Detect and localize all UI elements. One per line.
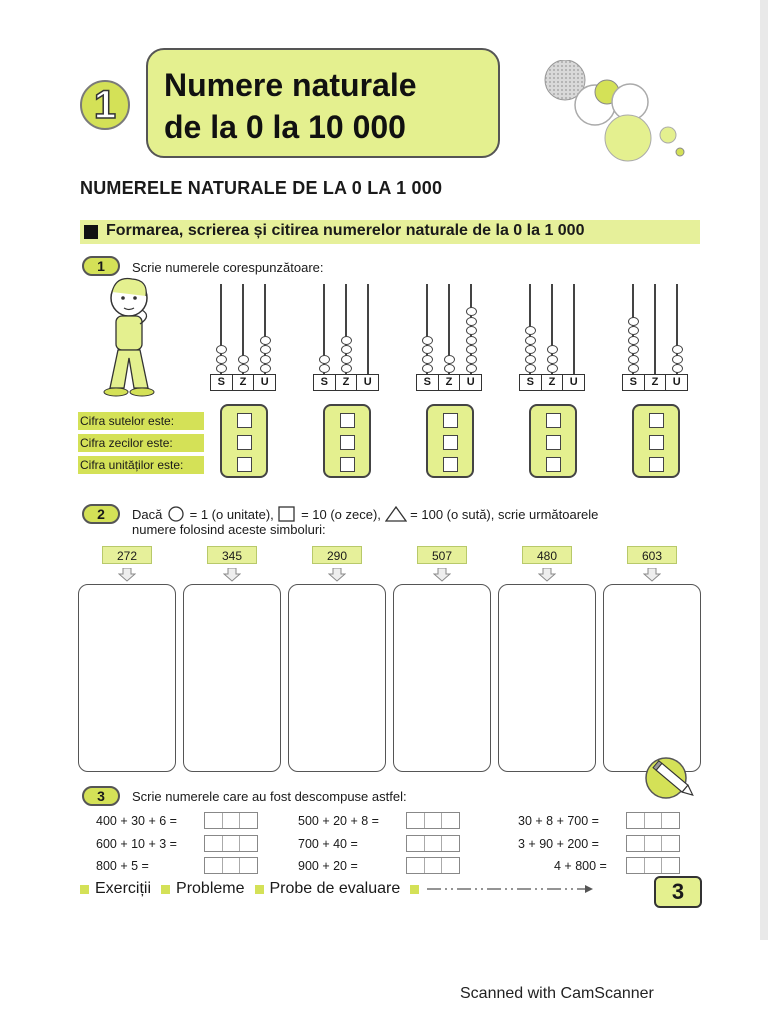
tens-answer-box[interactable] (340, 435, 355, 450)
hundreds-answer-box[interactable] (340, 413, 355, 428)
abacus-bead (260, 355, 271, 364)
abacus-bead (260, 345, 271, 354)
answer-digit-boxes[interactable] (406, 835, 460, 852)
abacus-4 (519, 284, 585, 392)
abacus-bead (672, 355, 683, 364)
place-value-label: U (363, 376, 372, 388)
dashed-arrow-icon (425, 883, 595, 895)
chapter-title-line1: Numere naturale (164, 67, 417, 103)
hundreds-answer-box[interactable] (546, 413, 561, 428)
answer-digit-boxes[interactable] (204, 812, 258, 829)
equation: 4 + 800 = (554, 859, 607, 873)
equation: 800 + 5 = (96, 859, 149, 873)
abacus-bead (628, 336, 639, 345)
abacus-bead (341, 364, 352, 373)
symbol-answer-box-5[interactable] (498, 584, 596, 772)
chapter-title-box (146, 48, 500, 158)
exercise-2-line2: numere folosind aceste simboluri: (132, 522, 326, 537)
units-answer-box[interactable] (237, 457, 252, 472)
exercise-1-instruction: Scrie numerele corespunzătoare: (132, 260, 324, 275)
chapter-number-badge: 1 (80, 80, 130, 130)
abacus-bead (216, 364, 227, 373)
place-value-label: U (260, 376, 269, 388)
footer-item-problems: Probleme (176, 880, 245, 897)
number-tag: 480 (522, 546, 572, 564)
abacus-bead (238, 364, 249, 373)
units-digit-label: Cifra unităților este: (78, 456, 204, 474)
place-value-label: Z (542, 375, 564, 390)
digit-answer-group-3 (426, 404, 474, 478)
abacus-bead (466, 364, 477, 373)
down-arrow-icon (538, 568, 556, 582)
down-arrow-icon (643, 568, 661, 582)
abacus-rod-u (573, 284, 575, 374)
number-tag: 345 (207, 546, 257, 564)
answer-digit-boxes[interactable] (204, 857, 258, 874)
abacus-bead (628, 326, 639, 335)
abacus-bead (466, 317, 477, 326)
abacus-bead (525, 364, 536, 373)
down-arrow-icon (118, 568, 136, 582)
abacus-rod-z (654, 284, 656, 374)
abacus-place-labels (416, 374, 482, 391)
digit-answer-group-5 (632, 404, 680, 478)
tens-answer-box[interactable] (237, 435, 252, 450)
abacus-bead (341, 355, 352, 364)
answer-digit-boxes[interactable] (406, 857, 460, 874)
number-tag: 603 (627, 546, 677, 564)
abacus-5 (622, 284, 688, 392)
equation: 3 + 90 + 200 = (518, 837, 599, 851)
subsection-heading: Formarea, scrierea și citirea numerelor naturale de la 0 la 1 000 (106, 222, 585, 239)
symbol-answer-box-3[interactable] (288, 584, 386, 772)
equation: 500 + 20 + 8 = (298, 814, 379, 828)
place-value-label: Z (233, 375, 255, 390)
abacus-bead (547, 364, 558, 373)
units-answer-box[interactable] (340, 457, 355, 472)
scanner-watermark: Scanned with CamScanner (460, 985, 654, 1002)
page-number: 3 (654, 876, 702, 908)
abacus-bead (422, 364, 433, 373)
digit-answer-group-2 (323, 404, 371, 478)
abacus-bead (628, 345, 639, 354)
place-value-label: Z (439, 375, 461, 390)
abacus-bead (444, 355, 455, 364)
tens-answer-box[interactable] (443, 435, 458, 450)
abacus-bead (260, 364, 271, 373)
footer-legend (80, 880, 595, 898)
exercise-1-badge: 1 (82, 256, 120, 276)
abacus-bead (525, 336, 536, 345)
symbol-answer-box-2[interactable] (183, 584, 281, 772)
digit-answer-group-1 (220, 404, 268, 478)
symbol-answer-box-1[interactable] (78, 584, 176, 772)
abacus-bead (444, 364, 455, 373)
abacus-bead (672, 345, 683, 354)
exercise-3-badge: 3 (82, 786, 120, 806)
hundreds-answer-box[interactable] (443, 413, 458, 428)
abacus-bead (319, 355, 330, 364)
abacus-bead (238, 355, 249, 364)
equation: 600 + 10 + 3 = (96, 837, 177, 851)
lime-square-icon (255, 885, 264, 894)
abacus-place-labels (313, 374, 379, 391)
number-tag: 272 (102, 546, 152, 564)
exercise-2-badge: 2 (82, 504, 120, 524)
abacus-bead (466, 307, 477, 316)
section-heading: NUMERELE NATURALE DE LA 0 LA 1 000 (80, 178, 443, 198)
units-answer-box[interactable] (649, 457, 664, 472)
answer-digit-boxes[interactable] (626, 812, 680, 829)
hundreds-answer-box[interactable] (649, 413, 664, 428)
pencil-icon (644, 754, 702, 806)
exercise-2-text-if: Dacă (132, 507, 163, 522)
abacus-bead (466, 355, 477, 364)
abacus-bead (525, 326, 536, 335)
units-answer-box[interactable] (546, 457, 561, 472)
abacus-1 (210, 284, 276, 392)
exercise-2-line1 (132, 506, 598, 522)
square-bullet-icon (84, 225, 98, 239)
abacus-bead (422, 355, 433, 364)
abacus-rod-u (367, 284, 369, 374)
answer-digit-boxes[interactable] (626, 857, 680, 874)
number-tag: 290 (312, 546, 362, 564)
exercise-2-text-hundred: = 100 (o sută), scrie următoarele (410, 507, 599, 522)
chapter-title-line2: de la 0 la 10 000 (164, 109, 406, 145)
square-symbol-icon (277, 506, 297, 522)
lime-square-icon (161, 885, 170, 894)
abacus-3 (416, 284, 482, 392)
triangle-symbol-icon (385, 506, 407, 522)
abacus-bead (466, 345, 477, 354)
abacus-bead (672, 364, 683, 373)
abacus-bead (341, 336, 352, 345)
abacus-bead (525, 355, 536, 364)
hundreds-answer-box[interactable] (237, 413, 252, 428)
abacus-bead (319, 364, 330, 373)
answer-digit-boxes[interactable] (204, 835, 258, 852)
abacus-bead (466, 336, 477, 345)
abacus-place-labels (622, 374, 688, 391)
boy-illustration (96, 276, 166, 404)
down-arrow-icon (223, 568, 241, 582)
abacus-bead (466, 326, 477, 335)
tens-digit-label: Cifra zecilor este: (78, 434, 204, 452)
abacus-bead (628, 317, 639, 326)
tens-answer-box[interactable] (649, 435, 664, 450)
abacus-bead (422, 345, 433, 354)
digit-answer-group-4 (529, 404, 577, 478)
equation: 900 + 20 = (298, 859, 358, 873)
abacus-bead (341, 345, 352, 354)
equation: 400 + 30 + 6 = (96, 814, 177, 828)
equation: 700 + 40 = (298, 837, 358, 851)
symbol-answer-box-6[interactable] (603, 584, 701, 772)
place-value-label: S (314, 375, 336, 390)
equation: 30 + 8 + 700 = (518, 814, 599, 828)
place-value-label: U (569, 376, 578, 388)
abacus-place-labels (210, 374, 276, 391)
place-value-label: U (672, 376, 681, 388)
lime-square-icon (410, 885, 419, 894)
footer-item-evaluation: Probe de evaluare (269, 880, 401, 897)
units-answer-box[interactable] (443, 457, 458, 472)
abacus-bead (422, 336, 433, 345)
abacus-bead (525, 345, 536, 354)
abacus-bead (628, 355, 639, 364)
footer-item-exercises: Exerciții (95, 880, 152, 897)
place-value-label: S (417, 375, 439, 390)
place-value-label: S (211, 375, 233, 390)
place-value-label: S (623, 375, 645, 390)
abacus-bead (628, 364, 639, 373)
answer-digit-boxes[interactable] (406, 812, 460, 829)
decorative-circles (540, 60, 690, 170)
lime-square-icon (80, 885, 89, 894)
down-arrow-icon (328, 568, 346, 582)
exercise-2-text-ten: = 10 (o zece), (301, 507, 381, 522)
place-value-label: U (466, 376, 475, 388)
subsection-bar (80, 220, 700, 244)
hundreds-digit-label: Cifra sutelor este: (78, 412, 204, 430)
number-tag: 507 (417, 546, 467, 564)
abacus-place-labels (519, 374, 585, 391)
place-value-label: S (520, 375, 542, 390)
exercise-2-text-unit: = 1 (o unitate), (189, 507, 274, 522)
abacus-bead (216, 345, 227, 354)
tens-answer-box[interactable] (546, 435, 561, 450)
circle-symbol-icon (166, 506, 186, 522)
down-arrow-icon (433, 568, 451, 582)
place-value-label: Z (336, 375, 358, 390)
abacus-bead (260, 336, 271, 345)
exercise-3-instruction: Scrie numerele care au fost descompuse astfel: (132, 789, 407, 804)
abacus-bead (547, 355, 558, 364)
abacus-bead (547, 345, 558, 354)
abacus-2 (313, 284, 379, 392)
place-value-label: Z (645, 375, 667, 390)
symbol-answer-box-4[interactable] (393, 584, 491, 772)
abacus-bead (216, 355, 227, 364)
answer-digit-boxes[interactable] (626, 835, 680, 852)
